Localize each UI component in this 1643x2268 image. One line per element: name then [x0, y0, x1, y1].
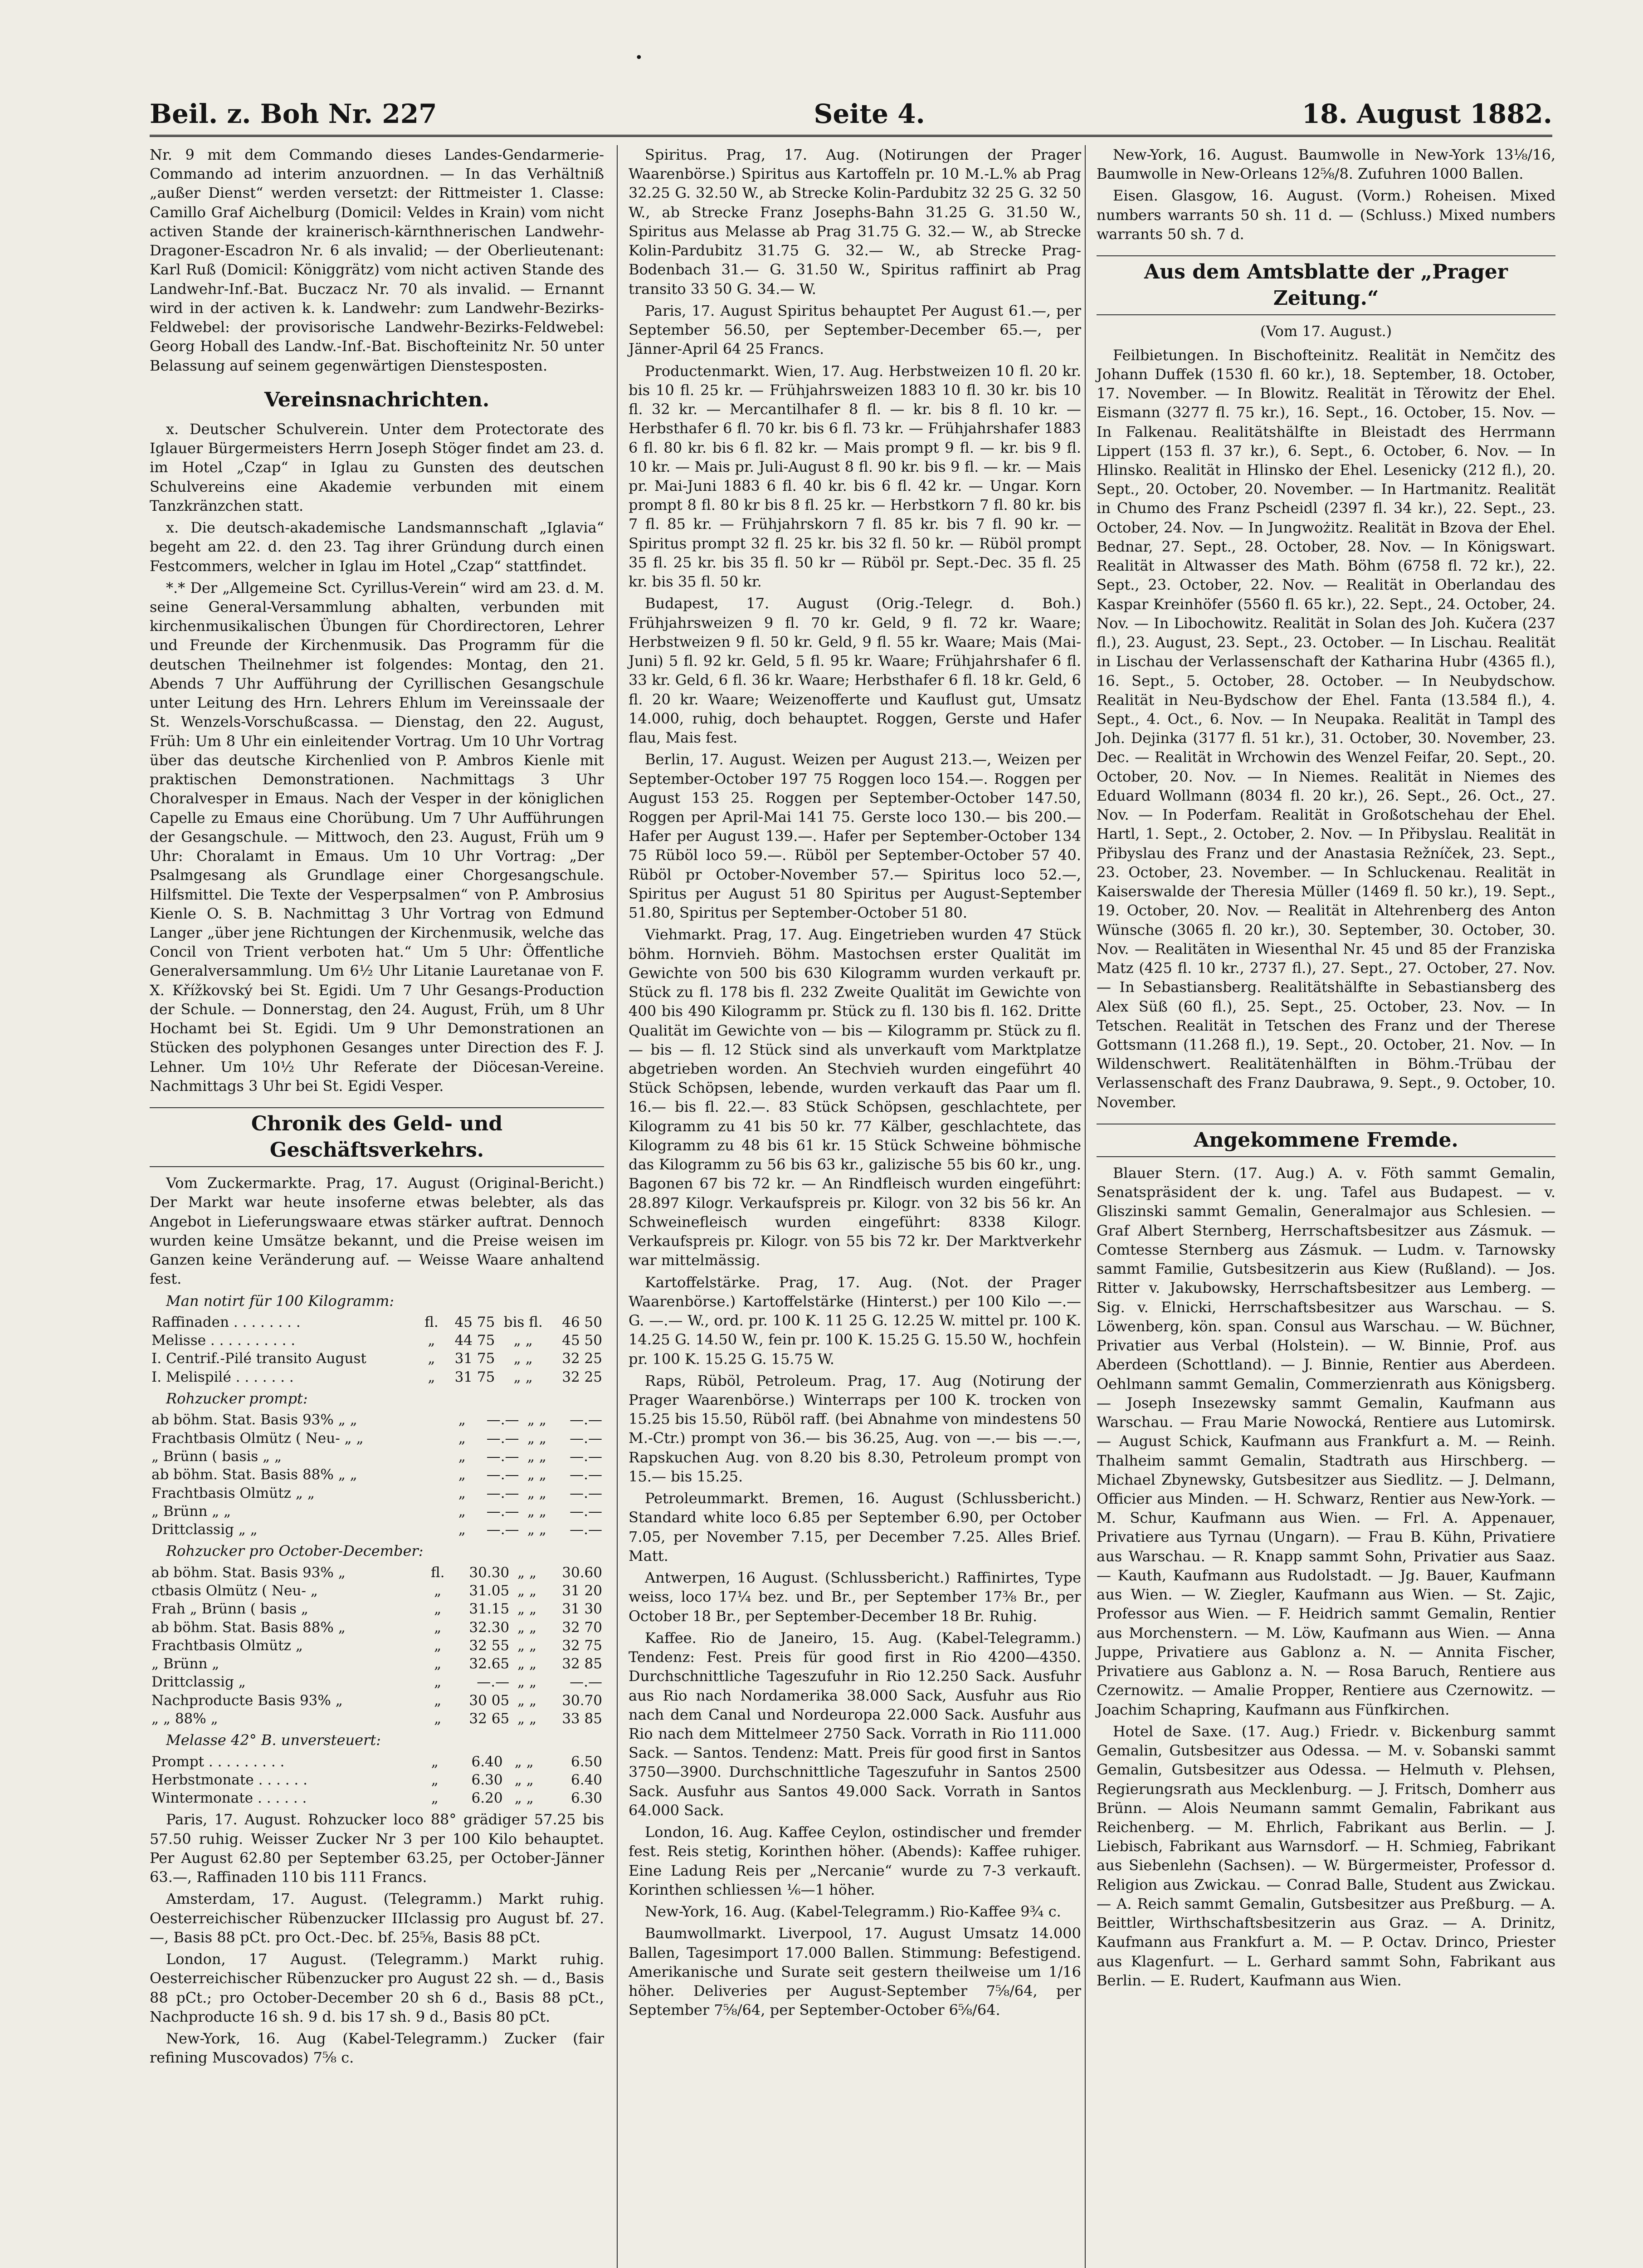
price-cell-c: 32 25 [562, 1369, 602, 1385]
price-cell-b: „ „ [517, 1582, 537, 1599]
header-supplement: Beil. z. Boh Nr. 227 [150, 98, 437, 129]
price-cell-c: —.— [570, 1412, 602, 1428]
price-cell-name: I. Centrif.-Pilé transito August [151, 1350, 366, 1367]
market-report: Kartoffelstärke. Prag, 17. Aug. (Not. der Prager Waarenbörse.) Kartoffelstärke (Hinterst.) per 100 Kilo —.— G. —.— W., ord. pr. 100 K. 11 25 G. 12.25 W. mittel pr. 100 K. 14.25 G. 14.50 W., fein pr. 100 K. 15.25 G. 15.50 W., hochfein pr. 100 K. 15.25 G. 15.75 W. [629, 1273, 1081, 1368]
market-report: Spiritus. Prag, 17. Aug. (Notirungen der Prager Waarenbörse.) Spiritus aus Kartoffeln pr. 10 M.-L.% ab Prag 32.25 G. 32.50 W., ab Strecke Kolin-Pardubitz 32 25 G. 32 50 W., ab Strecke Franz Josephs-Bahn 31.25 G. 31.50 W., Spiritus aus Melasse ab Prag 31.75 G. 32.— W., ab Strecke Kolin-Pardubitz 31.75 G. 32.— W., ab Strecke Prag-Bodenbach 31.— G. 31.50 W., Spiritus raffinirt ab Prag transito 33 50 G. 34.— W. [629, 146, 1081, 298]
price-cell-u: „ [428, 1350, 435, 1367]
market-report: Viehmarkt. Prag, 17. Aug. Eingetrieben wurden 47 Stück böhm. Hornvieh. Böhm. Mastochsen erster Qualität im Gewichte von 500 bis 630 Kilogramm wurden verkauft pr. Stück zu fl. 178 bis fl. 232 Zweite Qualität im Gewichte von 400 bis 490 Kilogramm pr. Stück zu fl. 130 bis fl. 162. Dritte Qualität im Gewichte von — bis — Kilogramm pr. Stück zu fl. — bis — fl. 12 Stück sind als unverkauft vom Marktplatze abgetrieben worden. An Stechvieh wurden eingeführt 40 Stück Schöpsen, lebende, wurden verkauft das Paar um fl. 16.— bis fl. 22.—. 83 Stück Schöpsen, geschlachtete, per Kilogramm zu 41 bis 50 kr. 77 Kälber, geschlachtete, das Kilogramm zu 48 bis 61 kr. 15 Stück Schweine böhmische das Kilogramm zu 56 bis 63 kr., galizische 55 bis 60 kr., ung. Bagonen 67 bis 72 kr. — An Rindfleisch wurden eingeführt: 28.897 Kilogr. Verkaufspreis pr. Kilogr. von 32 bis 56 kr. An Schweinefleisch wurden eingeführt: 8338 Kilogr. Verkaufspreis pr. Kilogr. von 55 bis 72 kr. Der Marktverkehr war mittelmässig. [629, 926, 1081, 1269]
price-cell-b: „ „ [527, 1521, 546, 1538]
price-cell-name: „ „ 88% „ [151, 1711, 218, 1727]
price-cell-c: 32 25 [562, 1350, 602, 1367]
price-cell-c: —.— [570, 1485, 602, 1501]
price-cell-a: 6.40 [471, 1753, 503, 1770]
price-row [150, 1600, 604, 1618]
price-cell-a: 32.65 [469, 1656, 510, 1672]
market-report: New-York, 16. August. Baumwolle in New-York 13⅛/16, Baumwolle in New-Orleans 12⅝/8. Zufuhren 1000 Ballen. [1097, 146, 1555, 183]
price-cell-a: 31.05 [469, 1582, 510, 1599]
price-cell-u: „ [434, 1692, 442, 1709]
price-row [150, 1655, 604, 1673]
price-cell-b: „ „ [517, 1619, 537, 1636]
price-cell-u: „ [458, 1448, 466, 1465]
price-cell-c: —.— [570, 1466, 602, 1483]
price-cell-b: „ „ [527, 1412, 546, 1428]
market-report: Budapest, 17. August (Orig.-Telegr. d. Boh.) Frühjahrsweizen 9 fl. 70 kr. Geld, 9 fl. 72 kr. Waare; Herbstweizen 9 fl. 50 kr. Geld, 9 fl. 55 kr. Waare; Mais (Mai-Juni) 5 fl. 92 kr. Geld, 5 fl. 95 kr. Waare; Frühjahrshafer 6 fl. 33 kr. Geld, 6 fl. 36 kr. Waare; Herbsthafer 6 fl. 18 kr. Geld, 6 fl. 20 kr. Waare; Weizenofferte und Kauflust gut, Umsatz 14.000, ruhig, doch behauptet. Roggen, Gerste und Hafer flau, Mais fest. [629, 595, 1081, 747]
price-cell-b: „ „ [517, 1656, 537, 1672]
price-cell-b: „ „ [517, 1674, 537, 1691]
price-cell-b: „ „ [517, 1637, 537, 1654]
price-row [150, 1484, 604, 1502]
verein-item: *.* Der „Allgemeine Sct. Cyrillus-Verein“ wird am 23. d. M. seine General-Versammlung abhalten, verbunden mit kirchenmusikalischen Übungen für Chordirectoren, Lehrer und Freunde der Kirchenmusik. Das Programm für die deutschen Theilnehmer ist folgendes: Montag, den 21. Abends 7 Uhr Aufführung der Cyrillischen Gesangschule unter Leitung des Hrn. Lehrers Ehlum im Vereinssaale der St. Wenzels-Vorschußcassa. — Dienstag, den 22. August, Früh: Um 8 Uhr ein einleitender Vortrag. Um 10 Uhr Vortrag über das deutsche Kirchenlied von P. Ambros Kienle mit praktischen Demonstrationen. Nachmittags 3 Uhr Choralvesper in Emaus. Nach der Vesper in der königlichen Capelle zu Emaus eine Chorübung. Um 7 Uhr Aufführungen der Gesangschule. — Mittwoch, den 23. August, Früh um 9 Uhr: Choralamt in Emaus. Um 10 Uhr Vortrag: „Der Psalmgesang als Grundlage einer Chorgesangschule. Hilfsmittel. Die Texte der Vesperpsalmen“ von P. Ambrosius Kienle O. S. B. Nachmittag 3 Uhr Vortrag von Edmund Langer „über jene Richtungen der Kirchenmusik, welche das Concil von Trient verboten hat.“ Um 5 Uhr: Öffentliche Generalversammlung. Um 6½ Uhr Litanie Lauretanae von F. X. Křížkovský bei St. Egidi. Um 7 Uhr Gesangs-Production der Schule. — Donnerstag, den 24. August, Früh, um 8 Uhr Hochamt bei St. Egidi. Um 9 Uhr Demonstrationen an Stücken des polyphonen Gesanges unter Direction des F. J. Lehner. Um 10½ Uhr Referate der Diöcesan-Vereine. Nachmittags 3 Uhr bei St. Egidi Vesper. [150, 579, 604, 1095]
page-header [150, 88, 1552, 137]
price-row [150, 1618, 604, 1637]
price-cell-u: „ [431, 1790, 439, 1807]
price-cell-c: 6.30 [570, 1790, 602, 1807]
price-cell-c: —.— [570, 1430, 602, 1447]
price-cell-a: —.— [486, 1430, 519, 1447]
price-cell-u: „ [458, 1412, 466, 1428]
price-cell-name: Melisse . . . . . . . . . . [151, 1332, 296, 1349]
header-page-number: Seite 4. [814, 98, 925, 129]
price-cell-c: 32 70 [562, 1619, 602, 1636]
price-cell-u: „ [428, 1332, 435, 1349]
price-cell-b: „ „ [513, 1332, 533, 1349]
price-cell-a: 30.30 [469, 1564, 510, 1581]
section-fremde: Angekommene Fremde. [1097, 1124, 1555, 1157]
price-cell-u: „ [458, 1485, 466, 1501]
price-cell-name: Frah „ Brünn ( basis „ [151, 1601, 308, 1618]
section-chronik: Chronik des Geld- und Geschäftsverkehrs. [150, 1107, 604, 1167]
price-cell-u: „ [434, 1619, 442, 1636]
price-cell-name: „ Brünn „ [151, 1656, 219, 1672]
price-cell-a: —.— [486, 1448, 519, 1465]
price-cell-a: —.— [486, 1412, 519, 1428]
column-right [1088, 145, 1555, 2268]
price-cell-name: Frachtbasis Olmütz „ „ [151, 1485, 315, 1501]
price-cell-c: 30.60 [562, 1564, 602, 1581]
price-cell-c: 45 50 [562, 1332, 602, 1349]
price-cell-name: Nachproducte Basis 93% „ [151, 1692, 343, 1709]
price-cell-a: —.— [486, 1485, 519, 1501]
price-cell-a: 32 55 [469, 1637, 510, 1654]
article-gendarmerie: Nr. 9 mit dem Commando dieses Landes-Gendarmerie-Commando ad interim anzuordnen. — In das Verhältniß „außer Dienst“ werden versetzt: der Rittmeister 1. Classe: Camillo Graf Aichelburg (Domicil: Veldes in Krain) vom nicht activen Stande der krainerisch-kärnthnerischen Landwehr-Dragoner-Escadron Nr. 6 als invalid; — der Oberlieutenant: Karl Ruß (Domicil: Königgrätz) vom nicht activen Stande des Landwehr-Inf.-Bat. Buczacz Nr. 70 als invalid. — Ernannt wird in der activen k. k. Landwehr: zum Landwehr-Bezirks-Feldwebel: der provisorische Landwehr-Bezirks-Feldwebel: Georg Hoball des Landw.-Inf.-Bat. Bischofteinitz Nr. 50 unter Belassung auf seinem gegenwärtigen Dienstesposten. [150, 146, 604, 374]
price-cell-a: 31 75 [454, 1369, 495, 1385]
price-note: Rohzucker prompt: [166, 1390, 308, 1408]
price-cell-c: 46 50 [562, 1314, 602, 1330]
price-table-raw-prompt [150, 1411, 604, 1539]
price-cell-b: „ „ [517, 1601, 537, 1618]
price-cell-name: ab böhm. Stat. Basis 93% „ [151, 1564, 346, 1581]
price-cell-b: „ „ [517, 1564, 537, 1581]
price-cell-name: Prompt . . . . . . . . . [151, 1753, 285, 1770]
price-cell-u: „ [458, 1503, 466, 1520]
price-cell-name: Herbstmonate . . . . . . [151, 1771, 307, 1788]
price-cell-u: fl. [430, 1564, 445, 1581]
market-report: London, 17 August. (Telegramm.) Markt ruhig. Oesterreichischer Rübenzucker pro August 22 sh. — d., Basis 88 pCt.; pro October-December 20 sh 6 d., Basis 88 pCt., Nachproducte 16 sh. 9 d. bis 17 sh. 9 d., Basis 80 pCt. [150, 1950, 604, 2025]
price-table-raw-october [150, 1564, 604, 1728]
price-row [150, 1691, 604, 1710]
price-cell-b: „ „ [517, 1711, 537, 1727]
price-cell-name: Frachtbasis Olmütz ( Neu- „ „ [151, 1430, 364, 1447]
price-cell-a: 45 75 [454, 1314, 495, 1330]
price-cell-name: Raffinaden . . . . . . . . [151, 1314, 301, 1330]
price-cell-u: „ [431, 1771, 439, 1788]
price-row [150, 1582, 604, 1600]
market-report: New-York, 16. Aug. (Kabel-Telegramm.) Rio-Kaffee 9¾ c. [645, 1903, 1061, 1921]
market-report: Eisen. Glasgow, 16. August. (Vorm.) Roheisen. Mixed numbers warrants 50 sh. 11 d. — (Schluss.) Mixed numbers warrants 50 sh. 7 d. [1097, 187, 1555, 243]
price-cell-u: „ [458, 1521, 466, 1538]
verein-item: x. Die deutsch-akademische Landsmannschaft „Iglavia“ begeht am 22. d. den 23. Tag ihrer Gründung durch einen Festcommers, welcher in Iglau im Hotel „Czap“ stattfindet. [150, 519, 604, 575]
price-cell-name: ab böhm. Stat. Basis 93% „ „ [151, 1412, 357, 1428]
price-cell-a: 31.15 [469, 1601, 510, 1618]
price-row [150, 1673, 604, 1691]
price-cell-name: Wintermonate . . . . . . [151, 1790, 307, 1807]
price-row [150, 1411, 604, 1429]
price-cell-name: ab böhm. Stat. Basis 88% „ [151, 1619, 346, 1636]
price-cell-a: 44 75 [454, 1332, 495, 1349]
zuckermarkt-report: Vom Zuckermarkte. Prag, 17. August (Original-Bericht.) Der Markt war heute insoferne etwas belebter, als das Angebot in Lieferungswaare etwas stärker auftrat. Dennoch wurden keine Umsätze bekannt, und die Preise weisen im Ganzen keine Veränderung auf. — Weisse Waare anhaltend fest. [150, 1174, 604, 1288]
price-cell-a: 30 05 [469, 1692, 510, 1709]
price-row [150, 1349, 604, 1368]
column-middle [621, 145, 1088, 2268]
price-cell-c: —.— [570, 1521, 602, 1538]
market-report: Raps, Rüböl, Petroleum. Prag, 17. Aug (Notirung der Prager Waarenbörse.) Winterraps per 100 K. trocken von 15.25 bis 15.50, Rüböl raff. (bei Abnahme von mindestens 50 M.-Ctr.) prompt von 36.— bis 36.25, Aug. von —.— bis —.—, Rapskuchen Aug. von 8.20 bis 8.30, Petroleum prompt von 15.— bis 15.25. [629, 1372, 1081, 1485]
price-row [150, 1447, 604, 1466]
price-cell-c: 30.70 [562, 1692, 602, 1709]
price-row [150, 1771, 604, 1789]
column-rule [617, 145, 618, 2268]
price-row [150, 1564, 604, 1582]
price-table-molasses [150, 1753, 604, 1808]
price-cell-b: „ „ [527, 1503, 546, 1520]
price-cell-u: „ [434, 1601, 442, 1618]
price-table-refined [150, 1313, 604, 1386]
price-cell-u: „ [434, 1582, 442, 1599]
price-cell-a: 6.30 [471, 1771, 503, 1788]
price-cell-a: —.— [477, 1674, 510, 1691]
market-report: Productenmarkt. Wien, 17. Aug. Herbstweizen 10 fl. 20 kr. bis 10 fl. 25 kr. — Frühjahrsweizen 1883 10 fl. 30 kr. bis 10 fl. 32 kr. — Mercantilhafer 8 fl. — kr. bis 8 fl. 10 kr. — Herbsthafer 6 fl. 70 kr. bis 6 fl. 73 kr. — Frühjahrshafer 1883 6 fl. 80 kr. bis 6 fl. 82 kr. — Mais prompt 9 fl. — kr. bis 9 fl. 10 kr. — Mais pr. Juli-August 8 fl. 90 kr. bis 9 fl. — kr. — Mais pr. Mai-Juni 1883 6 fl. 40 kr. bis 6 fl. 42 kr. — Ungar. Korn prompt 8 fl. 80 kr bis 8 fl. 25 kr. — Herbstkorn 7 fl. 80 kr. bis 7 fl. 85 kr. — Frühjahrskorn 7 fl. 85 kr. bis 7 fl. 90 kr. — Spiritus prompt 32 fl. 25 kr. bis 32 fl. 50 kr. — Rüböl prompt 35 fl. 25 kr. bis 35 fl. 50 kr — Rüböl pr. Sept.-Dec. 35 fl. 25 kr. bis 35 fl. 50 kr. [629, 362, 1081, 591]
price-cell-name: Drittclassig „ „ [151, 1521, 258, 1538]
market-report: Amsterdam, 17. August. (Telegramm.) Markt ruhig. Oesterreichischer Rübenzucker IIIclassig pro August bf. 27.—, Basis 88 pCt. pro Oct.-Dec. bf. 25⅝, Basis 88 pCt. [150, 1890, 604, 1946]
price-row [150, 1637, 604, 1655]
price-cell-u: „ [428, 1369, 435, 1385]
price-cell-a: 32 65 [469, 1711, 510, 1727]
price-cell-b: „ „ [527, 1466, 546, 1483]
header-date: 18. August 1882. [1302, 98, 1552, 129]
market-report: Antwerpen, 16 August. (Schlussbericht.) Raffinirtes, Type weiss, loco 17¼ bez. und Br., per September 17⅜ Br., per October 18 Br., per September-December 18 Br. Ruhig. [629, 1569, 1081, 1625]
price-cell-a: 6.20 [471, 1790, 503, 1807]
price-cell-b: „ „ [527, 1448, 546, 1465]
market-report: Kaffee. Rio de Janeiro, 15. Aug. (Kabel-Telegramm.) Tendenz: Fest. Preis für good first in Rio 4200—4350. Durchschnittliche Tageszufuhr in Rio 12.250 Sack. Ausfuhr aus Rio nach Nordamerika 38.000 Sack, Ausfuhr aus Rio nach dem Canal und Nordeuropa 22.000 Sack. Ausfuhr aus Rio nach dem Mittelmeer 2750 Sack. Vorrath in Rio 111.000 Sack. — Santos. Tendenz: Matt. Preis für good first in Santos 3750—3900. Durchschnittliche Tageszufuhr in Santos 2500 Sack. Ausfuhr aus Santos 49.000 Sack. Vorrath in Santos 64.000 Sack. [629, 1629, 1081, 1819]
price-cell-a: —.— [486, 1503, 519, 1520]
price-cell-name: ab böhm. Stat. Basis 88% „ „ [151, 1466, 357, 1483]
price-cell-b: „ „ [514, 1790, 534, 1807]
price-cell-b: „ „ [513, 1350, 533, 1367]
price-cell-u: „ [458, 1466, 466, 1483]
price-row [150, 1710, 604, 1728]
price-row [150, 1753, 604, 1771]
market-report: Baumwollmarkt. Liverpool, 17. August Umsatz 14.000 Ballen, Tagesimport 17.000 Ballen. Stimmung: Befestigend. Amerikanische und Surate seit gestern theilweise um 1/16 höher. Deliveries per August-September 7⅝/64, per September 7⅝/64, per September-October 6⅝/64. [629, 1925, 1081, 2019]
price-cell-name: Drittclassig „ [151, 1674, 246, 1691]
price-cell-b: „ „ [514, 1753, 534, 1770]
price-cell-b: „ „ [527, 1430, 546, 1447]
price-note: Rohzucker pro October-December: [166, 1542, 424, 1560]
price-cell-a: —.— [486, 1521, 519, 1538]
price-row [150, 1520, 604, 1539]
price-cell-name: „ Brünn ( basis „ „ [151, 1448, 282, 1465]
market-report: Berlin, 17. August. Weizen per August 213.—, Weizen per September-October 197 75 Roggen loco 154.—. Roggen per August 153 25. Roggen per September-October 147.50, Roggen per April-Mai 141 75. Gerste loco 130.— bis 200.— Hafer per August 139.—. Hafer per September-October 134 75 Rüböl loco 59.—. Rüböl per September-October 57 40. Rüböl pr October-November 57.— Spiritus loco 52.—, Spiritus per August 51 80 Spiritus per August-September 51.80, Spiritus per September-October 51 80. [629, 751, 1081, 922]
price-cell-u: „ [431, 1753, 439, 1770]
market-report: Petroleummarkt. Bremen, 16. August (Schlussbericht.) Standard white loco 6.85 per September 6.90, per October 7.05, per November 7.15, per December 7.25. Alles Brief. Matt. [629, 1490, 1081, 1564]
price-cell-a: 31 75 [454, 1350, 495, 1367]
section-amtsblatt: Aus dem Amtsblatte der „Prager Zeitung.“ [1097, 255, 1555, 315]
price-row [150, 1331, 604, 1349]
price-cell-c: 31 20 [562, 1582, 602, 1599]
fremde-list: Blauer Stern. (17. Aug.) A. v. Föth sammt Gemalin, Senatspräsident der k. ung. Tafel aus Budapest. — v. Gliszinski sammt Gemalin, Generalmajor aus Schlesien. — Graf Albert Sternberg, Herrschaftsbesitzer aus Zásmuk. — Comtesse Sternberg aus Zásmuk. — Ludm. v. Tarnowsky sammt Familie, Gutsbesitzerin aus Kiew (Rußland). — Jos. Ritter v. Jakubowsky, Herrschaftsbesitzer aus Lemberg. — Sig. v. Elnicki, Herrschaftsbesitzer aus Warschau. — S. Löwenberg, kön. span. Consul aus Warschau. — W. Büchner, Privatier aus Verbal (Holstein). — W. Binnie, Prof. aus Aberdeen (Schottland). — J. Binnie, Rentier aus Aberdeen. Oehlmann sammt Gemalin, Commerzienrath aus Königsberg. — Joseph Insezewsky sammt Gemalin, Kaufmann aus Warschau. — Frau Marie Nowocká, Rentiere aus Lutomirsk. — August Schick, Kaufmann aus Frankfurt a. M. — Reinh. Thalheim sammt Gemalin, Stadtrath aus Hirschberg. — Michael Zbynewsky, Gutsbesitzer aus Siedlitz. — J. Delmann, Officier aus Minden. — H. Schwarz, Rentier aus New-York. — M. Schur, Kaufmann aus Wien. — Frl. A. Appenauer, Privatiere aus Tyrnau (Ungarn). — Frau B. Kühn, Privatiere aus Warschau. — R. Knapp sammt Sohn, Privatier aus Saaz. — Kauth, Kaufmann aus Rudolstadt. — Jg. Bauer, Kaufmann aus Wien. — W. Ziegler, Kaufmann aus Wien. — St. Zajic, Professor aus Wien. — F. Heidrich sammt Gemalin, Rentier aus Morchenstern. — M. Löw, Kaufmann aus Wien. — Anna Juppe, Privatiere aus Gablonz a. N. — Annita Fischer, Privatiere aus Gablonz a. N. — Rosa Baruch, Rentiere aus Czernowitz. — Amalie Propper, Rentiere aus Czernowitz. — Joachim Schapring, Kaufmann aus Fünfkirchen. [1097, 1164, 1555, 1718]
price-cell-u: „ [434, 1674, 442, 1691]
market-report: Paris, 17. August. Rohzucker loco 88° grädiger 57.25 bis 57.50 ruhig. Weisser Zucker Nr 3 per 100 Kilo behauptet. Per August 62.80 per September 63.25, per October-Jänner 63.—, Raffinaden 110 bis 111 Francs. [150, 1811, 604, 1886]
price-cell-u: „ [434, 1711, 442, 1727]
price-cell-u: „ [434, 1637, 442, 1654]
price-row [150, 1368, 604, 1386]
price-cell-name: „ Brünn „ „ [151, 1503, 231, 1520]
price-cell-c: 6.40 [570, 1771, 602, 1788]
fremde-list: Hotel de Saxe. (17. Aug.) Friedr. v. Bickenburg sammt Gemalin, Gutsbesitzer aus Odessa. — M. v. Sobanski sammt Gemalin, Gutsbesitzer aus Odessa. — Helmuth v. Plehsen, Regierungsrath aus Mecklenburg. — J. Fritsch, Domherr aus Brünn. — Alois Neumann sammt Gemalin, Fabrikant aus Reichenberg. — M. Ehrlich, Fabrikant aus Berlin. — J. Liebisch, Fabrikant aus Warnsdorf. — H. Schmieg, Fabrikant aus Siebenlehn (Sachsen). — W. Bürgermeister, Professor d. Religion aus Zwickau. — Conrad Balle, Student aus Zwickau. — A. Reich sammt Gemalin, Gutsbesitzer aus Preßburg. — A. Beittler, Wirthschaftsbesitzerin aus Graz. — A. Drinitz, Kaufmann aus Frankfurt a. M. — P. Octav. Drinco, Priester aus Klagenfurt. — L. Gerhard sammt Sohn, Fabrikant aus Berlin. — E. Rudert, Kaufmann aus Wien. [1097, 1722, 1555, 1989]
price-cell-name: Frachtbasis Olmütz „ [151, 1637, 303, 1654]
price-cell-b: bis fl. [503, 1314, 543, 1330]
price-cell-b: „ „ [527, 1485, 546, 1501]
price-cell-c: 6.50 [570, 1753, 602, 1770]
price-cell-c: —.— [570, 1448, 602, 1465]
price-row [150, 1502, 604, 1520]
price-cell-b: „ „ [513, 1369, 533, 1385]
price-cell-u: „ [434, 1656, 442, 1672]
price-row [150, 1466, 604, 1484]
amtsblatt-date: (Vom 17. August.) [1260, 323, 1392, 340]
price-row [150, 1789, 604, 1807]
price-cell-u: fl. [424, 1314, 439, 1330]
price-cell-c: —.— [570, 1674, 602, 1691]
columns [150, 145, 1555, 2268]
price-cell-a: —.— [486, 1466, 519, 1483]
verein-item: x. Deutscher Schulverein. Unter dem Protectorate des Iglauer Bürgermeisters Herrn Joseph Stöger findet am 23. d. im Hotel „Czap“ in Iglau zu Gunsten des deutschen Schulvereins eine Akademie verbunden mit einem Tanzkränzchen statt. [150, 420, 604, 514]
amtsblatt-text: Feilbietungen. In Bischofteinitz. Realität in Nemčitz des Johann Duffek (1530 fl. 60 kr.), 18. September, 18. October, 17. November. — In Blowitz. Realität in Těrowitz der Ehel. Eismann (3277 fl. 75 kr.), 16. Sept., 16. October, 15. Nov. — In Falkenau. Realitätshälfte in Bleistadt des Herrmann Lippert (153 fl. 37 kr.), 6. Sept., 6. October, 6. Nov. — In Hlinsko. Realität in Hlinsko der Ehel. Lesenicky (212 fl.), 20. Sept., 20. October, 20. November. — In Hartmanitz. Realität in Chumo des Franz Pscheidl (2397 fl. 34 kr.), 22. Sept., 23. October, 24. Nov. — In Jungwożitz. Realität in Bzova der Ehel. Bednar, 27. Sept., 28. October, 28. Nov. — In Königswart. Realität in Altwasser des Math. Böhm (6758 fl. 72 kr.), 22. Sept., 23. October, 22. Nov. — Realität in Oberlandau des Kaspar Kreinhöfer (5560 fl. 65 kr.), 22. Sept., 24. October, 24. Nov. — In Libochowitz. Realität in Solan des Joh. Kučera (237 fl.), 23. August, 23. Sept., 23. October. — In Lischau. Realität in Lischau der Verlassenschaft der Katharina Hubr (4365 fl.), 16. Sept., 5. October, 28. October. — In Neubydschow. Realität in Neu-Bydschow der Ehel. Fanta (13.584 fl.), 4. Sept., 4. Oct., 6. Nov. — In Neupaka. Realität in Tampl des Joh. Dejinka (3177 fl. 51 kr.), 31. October, 30. November, 23. Dec. — Realität in Wrchowin des Wenzel Feifar, 20. Sept., 20. October, 20. Nov. — In Niemes. Realität in Niemes des Eduard Wollmann (8034 fl. 20 kr.), 26. Sept., 26. Oct., 27. Nov. — In Poderfam. Realität in Großotschehau der Ehel. Hartl, 1. Sept., 2. October, 2. Nov. — In Přibyslau. Realität in Přibyslau des Franz und der Anastasia Režníček, 23. Sept., 23. October, 23. November. — In Schluckenau. Realität in Kaiserswalde der Theresia Müller (1469 fl. 50 kr.), 19. Sept., 19. October, 20. Nov. — Realität in Altehrenberg des Anton Wünsche (3065 fl. 20 kr.), 30. September, 30. October, 30. Nov. — Realitäten in Wiesenthal Nr. 45 und 85 der Franziska Matz (425 fl. 10 kr., 2737 fl.), 27. Sept., 27. October, 27. Nov. — In Sebastiansberg. Realitätshälfte in Sebastiansberg des Alex Süß (60 fl.), 25. Sept., 25. October, 23. Nov. — In Tetschen. Realität in Tetschen des Franz und der Therese Gottsmann (11.268 fl.), 19. Sept., 20. October, 21. Nov. — In Wildenschwert. Realitätenhälften in Böhm.-Trübau der Verlassenschaft des Franz Daubrawa, 9. Sept., 9. October, 10. November. [1097, 346, 1555, 1111]
price-cell-c: 32 85 [562, 1656, 602, 1672]
price-note: Man notirt für 100 Kilogramm: [166, 1292, 395, 1310]
price-cell-name: I. Melispilé . . . . . . . [151, 1369, 294, 1385]
market-report: Paris, 17. August Spiritus behauptet Per August 61.—, per September 56.50, per September-December 65.—, per Jänner-April 64 25 Francs. [629, 302, 1081, 358]
price-cell-a: 32.30 [469, 1619, 510, 1636]
price-cell-b: „ „ [514, 1771, 534, 1788]
price-row [150, 1313, 604, 1331]
price-cell-c: 32 75 [562, 1637, 602, 1654]
price-cell-c: 33 85 [562, 1711, 602, 1727]
section-vereinsnachrichten: Vereinsnachrichten. [264, 388, 490, 411]
price-cell-b: „ „ [517, 1692, 537, 1709]
price-note: Melasse 42° B. unversteuert: [166, 1731, 381, 1749]
market-report: London, 16. Aug. Kaffee Ceylon, ostindischer und fremder fest. Reis stetig, Korinthen höher. (Abends): Kaffee ruhiger. Eine Ladung Reis per „Nercanie“ wurde zu 7-3 verkauft. Korinthen schliessen ⅙—1 höher. [629, 1823, 1081, 1898]
price-cell-c: —.— [570, 1503, 602, 1520]
price-cell-c: 31 30 [562, 1601, 602, 1618]
price-cell-u: „ [458, 1430, 466, 1447]
market-report: New-York, 16. Aug (Kabel-Telegramm.) Zucker (fair refining Muscovados) 7⅝ c. [150, 2030, 604, 2067]
price-row [150, 1429, 604, 1447]
column-left [150, 145, 612, 2268]
page-speck: • [635, 50, 643, 66]
price-cell-name: ctbasis Olmütz ( Neu- „ [151, 1582, 318, 1599]
